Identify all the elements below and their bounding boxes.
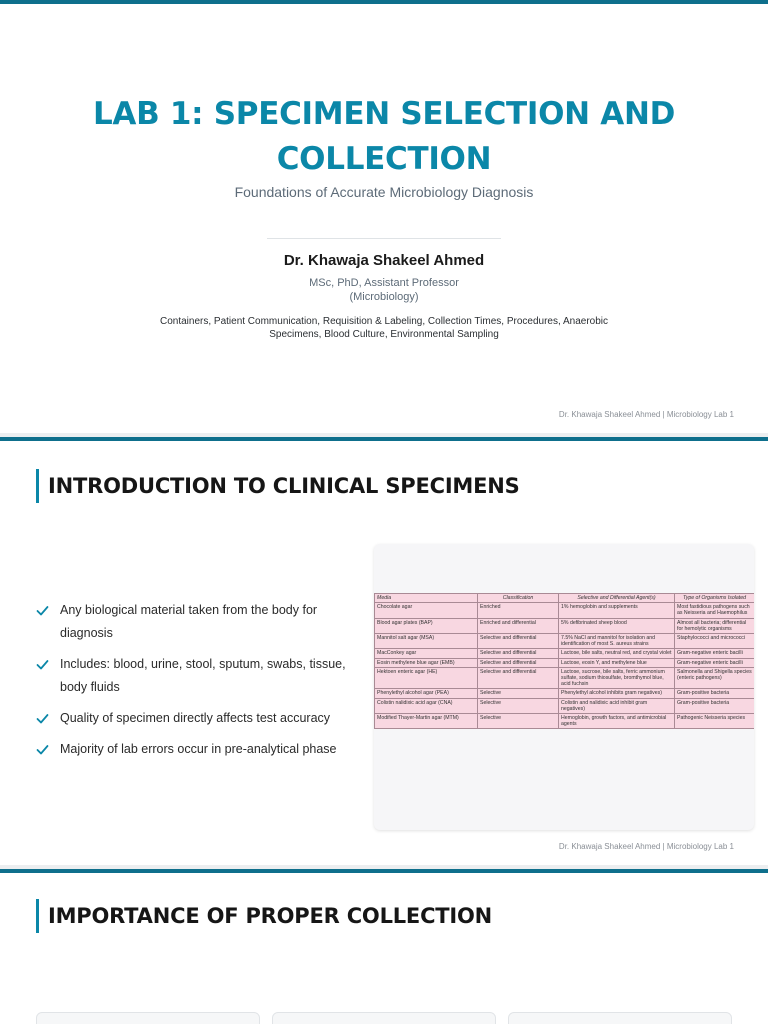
media-table-image — [374, 544, 754, 830]
slide-top-bar — [0, 0, 768, 4]
table-cell: Gram-positive bacteria — [675, 689, 755, 698]
column-header: Selective and Differential Agent(s) — [559, 594, 675, 603]
table-cell: Selective — [478, 689, 559, 698]
check-icon — [36, 604, 49, 617]
author-credentials: MSc, PhD, Assistant Professor (Microbiology) — [309, 277, 459, 303]
slide-subtitle: Foundations of Accurate Microbiology Diagnosis — [234, 184, 534, 200]
table-cell: Selective — [478, 714, 559, 729]
table-cell: Modified Thayer-Martin agar (MTM) — [375, 714, 478, 729]
heading-accent-bar — [36, 469, 39, 503]
table-row — [375, 667, 755, 689]
column-header: Classification — [478, 594, 559, 603]
topics-list: Containers, Patient Communication, Requisition & Labeling, Collection Times, Procedures, Anaerobic Specimens, Blood Culture, Environmental Sampling — [159, 316, 608, 340]
table-cell: Blood agar plates (BAP) — [375, 618, 478, 633]
slide-footer: Dr. Khawaja Shakeel Ahmed | Microbiology Lab 1 — [558, 842, 734, 851]
table-cell: Lactose, bile salts, neutral red, and crystal violet — [559, 649, 675, 658]
slide-top-bar — [0, 437, 768, 441]
bullet-text: Includes: blood, urine, stool, sputum, swabs, tissue, body fluids — [60, 657, 346, 694]
table-cell: Lactose, sucrose, bile salts, ferric ammonium sulfate, sodium thiosulfate, bromthymol blue, acid fuchsin — [559, 667, 675, 689]
author-name: Dr. Khawaja Shakeel Ahmed — [283, 252, 485, 269]
table-cell: Mannitol salt agar (MSA) — [375, 634, 478, 649]
table-cell: Chocolate agar — [375, 603, 478, 618]
table-cell: Colistin nalidixic acid agar (CNA) — [375, 698, 478, 713]
table-row — [375, 634, 755, 649]
check-icon — [36, 743, 49, 756]
table-cell: 1% hemoglobin and supplements — [559, 603, 675, 618]
column-header: Media — [375, 594, 478, 603]
check-icon — [36, 658, 49, 671]
table-cell: Selective — [478, 698, 559, 713]
check-icon — [36, 712, 49, 725]
list-item — [36, 738, 356, 761]
column-header: Type of Organisms Isolated — [675, 594, 755, 603]
slide-title-heading: LAB 1: SPECIMEN SELECTION AND COLLECTION — [92, 96, 676, 177]
slide-introduction — [0, 437, 768, 865]
list-item — [36, 707, 356, 730]
table-cell: Gram-negative enteric bacilli — [675, 658, 755, 667]
table-row — [375, 658, 755, 667]
heading-accent-bar — [36, 899, 39, 933]
slide-importance — [0, 869, 768, 1024]
table-row — [375, 618, 755, 633]
table-row — [375, 649, 755, 658]
table-cell: Selective and differential — [478, 667, 559, 689]
culture-media-table — [374, 593, 754, 729]
table-cell: Hektoen enteric agar (HE) — [375, 667, 478, 689]
table-cell: Phenylethyl alcohol inhibits gram negatives) — [559, 689, 675, 698]
bullet-list — [36, 599, 356, 769]
table-row — [375, 714, 755, 729]
table-cell: 7.5% NaCl and mannitol for isolation and identification of most S. aureus strains — [559, 634, 675, 649]
bullet-text: Any biological material taken from the body for diagnosis — [60, 603, 318, 640]
table-cell: Colistin and nalidixic acid inhibit gram negatives) — [559, 698, 675, 713]
slide-footer: Dr. Khawaja Shakeel Ahmed | Microbiology Lab 1 — [558, 410, 734, 419]
table-cell: Phenylethyl alcohol agar (PEA) — [375, 689, 478, 698]
section-heading-text: IMPORTANCE OF PROPER COLLECTION — [48, 904, 493, 928]
info-card — [36, 1012, 260, 1024]
table-cell: MacConkey agar — [375, 649, 478, 658]
table-cell: Eosin methylene blue agar (EMB) — [375, 658, 478, 667]
table-cell: Selective and differential — [478, 658, 559, 667]
table-body — [375, 603, 755, 729]
section-heading — [36, 899, 492, 933]
table-cell: Hemoglobin, growth factors, and antimicrobial agents — [559, 714, 675, 729]
bullet-text: Majority of lab errors occur in pre-analytical phase — [60, 742, 337, 756]
table-cell: Gram-negative enteric bacilli — [675, 649, 755, 658]
table-row — [375, 603, 755, 618]
slide-top-bar — [0, 869, 768, 873]
table-cell: Selective and differential — [478, 634, 559, 649]
table-cell: Almost all bacteria; differential for hemolytic organisms — [675, 618, 755, 633]
table-cell: Enriched and differential — [478, 618, 559, 633]
divider — [267, 238, 501, 239]
bullet-text: Quality of specimen directly affects test accuracy — [60, 711, 331, 725]
table-cell: Staphylococci and micrococci — [675, 634, 755, 649]
slide-title — [0, 0, 768, 433]
table-cell: Enriched — [478, 603, 559, 618]
section-heading-text: INTRODUCTION TO CLINICAL SPECIMENS — [48, 474, 520, 498]
section-heading — [36, 469, 520, 503]
table-cell: Most fastidious pathogens such as Neisseria and Haemophilus — [675, 603, 755, 618]
table-cell: 5% defibrinated sheep blood — [559, 618, 675, 633]
table-cell: Pathogenic Neisseria species — [675, 714, 755, 729]
table-row — [375, 689, 755, 698]
table-cell: Gram-positive bacteria — [675, 698, 755, 713]
table-cell: Salmonella and Shigella species (enteric pathogens) — [675, 667, 755, 689]
list-item — [36, 599, 356, 645]
table-header-row — [375, 594, 755, 603]
table-cell: Lactose, eosin Y, and methylene blue — [559, 658, 675, 667]
list-item — [36, 653, 356, 699]
table-cell: Selective and differential — [478, 649, 559, 658]
info-card — [272, 1012, 496, 1024]
table-row — [375, 698, 755, 713]
info-card — [508, 1012, 732, 1024]
